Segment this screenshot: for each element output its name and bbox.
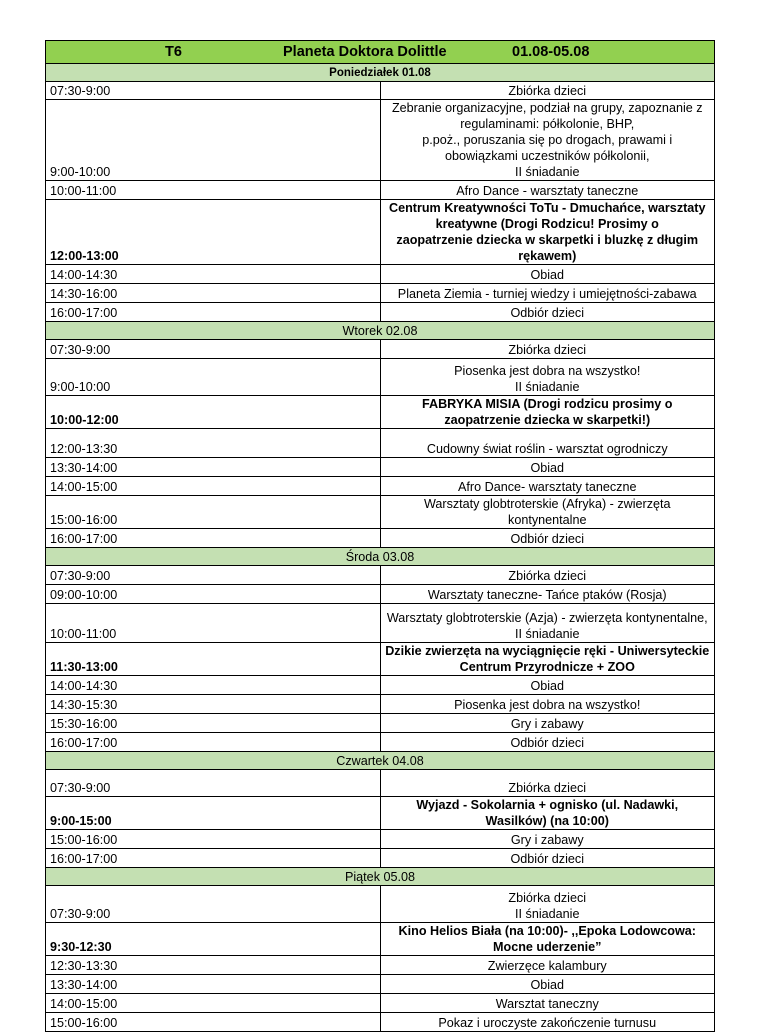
activity-cell: [380, 923, 715, 956]
schedule-row: [46, 714, 715, 733]
time-cell: 9:00-15:00: [46, 797, 381, 830]
time-cell: 15:00-16:00: [46, 1013, 381, 1032]
activity-line: II śniadanie: [515, 627, 580, 641]
day-label: Piątek 05.08: [46, 868, 715, 886]
day-label: Środa 03.08: [46, 548, 715, 566]
activity-cell: [380, 359, 715, 396]
activity-line: Zbiórka dzieci: [508, 343, 587, 357]
schedule-row: [46, 585, 715, 604]
activity-line: Warsztaty globtroterskie (Azja) - zwierzęta kontynentalne,: [386, 611, 708, 625]
time-cell: 07:30-9:00: [46, 82, 381, 100]
schedule-row: [46, 975, 715, 994]
activity-line: Obiad: [530, 679, 565, 693]
day-label: Wtorek 02.08: [46, 322, 715, 340]
time-cell: 16:00-17:00: [46, 733, 381, 752]
activity-cell: [380, 100, 715, 181]
activity-cell: [380, 695, 715, 714]
activity-cell: [380, 797, 715, 830]
activity-line: Zbiórka dzieci: [508, 84, 587, 98]
activity-line: Planeta Ziemia - turniej wiedzy i umiejętności-zabawa: [397, 287, 697, 301]
activity-line: Wyjazd - Sokolarnia + ognisko (ul. Nadawki, Wasilków) (na 10:00): [416, 798, 679, 828]
schedule-row: [46, 886, 715, 923]
schedule-body: [46, 41, 715, 1032]
activity-line: II śniadanie: [515, 907, 580, 921]
time-cell: 9:30-12:30: [46, 923, 381, 956]
activity-cell: [380, 676, 715, 695]
day-header-row: [46, 322, 715, 340]
time-cell: 14:00-14:30: [46, 676, 381, 695]
time-cell: 07:30-9:00: [46, 886, 381, 923]
time-cell: 10:00-12:00: [46, 396, 381, 429]
time-cell: 13:30-14:00: [46, 975, 381, 994]
time-cell: 16:00-17:00: [46, 849, 381, 868]
time-cell: 10:00-11:00: [46, 181, 381, 200]
activity-line: Zbiórka dzieci: [508, 781, 587, 795]
schedule-row: [46, 303, 715, 322]
time-cell: 13:30-14:00: [46, 458, 381, 477]
activity-line: Zbiórka dzieci: [508, 891, 587, 905]
time-cell: 9:00-10:00: [46, 359, 381, 396]
activity-cell: [380, 496, 715, 529]
time-cell: 07:30-9:00: [46, 340, 381, 359]
activity-line: Zbiórka dzieci: [508, 569, 587, 583]
schedule-row: [46, 100, 715, 181]
day-header-row: [46, 752, 715, 770]
title-wrap: [46, 41, 714, 63]
activity-line: Dzikie zwierzęta na wyciągnięcie ręki - Uniwersyteckie Centrum Przyrodnicze + ZOO: [385, 644, 710, 674]
activity-line: zaopatrzenie dziecka w skarpetki i bluzkę z długim rękawem): [396, 233, 699, 263]
activity-cell: [380, 886, 715, 923]
activity-line: Odbiór dzieci: [510, 306, 584, 320]
activity-cell: [380, 396, 715, 429]
title-dates: 01.08-05.08: [512, 44, 590, 60]
time-cell: 14:30-15:30: [46, 695, 381, 714]
schedule-table: [45, 40, 715, 1032]
day-header-row: [46, 868, 715, 886]
time-cell: 12:00-13:30: [46, 429, 381, 458]
activity-line: Centrum Kreatywności ToTu - Dmuchańce, warsztaty kreatywne (Drogi Rodzicu! Prosimy o: [388, 201, 706, 231]
activity-cell: [380, 265, 715, 284]
time-cell: 09:00-10:00: [46, 585, 381, 604]
schedule-row: [46, 181, 715, 200]
schedule-row: [46, 604, 715, 643]
activity-cell: [380, 975, 715, 994]
schedule-row: [46, 265, 715, 284]
activity-cell: [380, 585, 715, 604]
activity-cell: [380, 529, 715, 548]
time-cell: 15:00-16:00: [46, 496, 381, 529]
title-code: T6: [165, 44, 182, 60]
activity-line: Afro Dance - warsztaty taneczne: [456, 184, 639, 198]
schedule-row: [46, 458, 715, 477]
activity-line: Warsztaty globtroterskie (Afryka) - zwierzęta kontynentalne: [423, 497, 671, 527]
time-cell: 07:30-9:00: [46, 566, 381, 585]
day-header-row: [46, 64, 715, 82]
activity-cell: [380, 340, 715, 359]
schedule-row: [46, 923, 715, 956]
activity-line: Obiad: [530, 978, 565, 992]
activity-cell: [380, 956, 715, 975]
activity-line: Obiad: [530, 461, 565, 475]
schedule-row: [46, 994, 715, 1013]
title-name: Planeta Doktora Dolittle: [283, 44, 447, 60]
activity-cell: [380, 849, 715, 868]
schedule-row: [46, 359, 715, 396]
time-cell: 14:30-16:00: [46, 284, 381, 303]
day-label: Czwartek 04.08: [46, 752, 715, 770]
activity-line: Zwierzęce kalambury: [487, 959, 607, 973]
schedule-row: [46, 956, 715, 975]
time-cell: 07:30-9:00: [46, 770, 381, 797]
time-cell: 14:00-15:00: [46, 994, 381, 1013]
time-cell: 12:00-13:00: [46, 200, 381, 265]
time-cell: 14:00-14:30: [46, 265, 381, 284]
schedule-row: [46, 797, 715, 830]
activity-line: Gry i zabawy: [510, 833, 584, 847]
activity-cell: [380, 830, 715, 849]
day-header-row: [46, 548, 715, 566]
activity-line: Odbiór dzieci: [510, 532, 584, 546]
activity-cell: [380, 994, 715, 1013]
time-cell: 15:30-16:00: [46, 714, 381, 733]
activity-line: Odbiór dzieci: [510, 736, 584, 750]
activity-line: Kino Helios Biała (na 10:00)- ,,Epoka Lodowcowa: Mocne uderzenie”: [398, 924, 696, 954]
activity-line: Afro Dance- warsztaty taneczne: [458, 480, 637, 494]
activity-line: Piosenka jest dobra na wszystko!: [454, 698, 641, 712]
activity-cell: [380, 181, 715, 200]
activity-cell: [380, 770, 715, 797]
schedule-row: [46, 340, 715, 359]
activity-cell: [380, 458, 715, 477]
schedule-row: [46, 477, 715, 496]
activity-cell: [380, 82, 715, 100]
activity-cell: [380, 429, 715, 458]
schedule-row: [46, 396, 715, 429]
schedule-row: [46, 830, 715, 849]
activity-cell: [380, 1013, 715, 1032]
activity-cell: [380, 714, 715, 733]
time-cell: 14:00-15:00: [46, 477, 381, 496]
time-cell: 15:00-16:00: [46, 830, 381, 849]
activity-line: Warsztaty taneczne- Tańce ptaków (Rosja): [427, 588, 667, 602]
activity-cell: [380, 643, 715, 676]
time-cell: 16:00-17:00: [46, 529, 381, 548]
schedule-row: [46, 1013, 715, 1032]
schedule-row: [46, 770, 715, 797]
activity-cell: [380, 200, 715, 265]
activity-line: II śniadanie: [515, 380, 580, 394]
schedule-row: [46, 676, 715, 695]
title-cell: [46, 41, 715, 64]
day-label: Poniedziałek 01.08: [46, 64, 715, 82]
activity-line: II śniadanie: [515, 165, 580, 179]
schedule-row: [46, 643, 715, 676]
activity-line: p.poż., poruszania się po drogach, prawami i obowiązkami uczestników półkolonii,: [422, 133, 673, 163]
activity-line: Warsztat taneczny: [495, 997, 599, 1011]
activity-cell: [380, 733, 715, 752]
activity-line: FABRYKA MISIA (Drogi rodzicu prosimy o zaopatrzenie dziecka w skarpetki!): [422, 397, 673, 427]
activity-line: Piosenka jest dobra na wszystko!: [454, 364, 641, 378]
schedule-row: [46, 529, 715, 548]
schedule-row: [46, 82, 715, 100]
time-cell: 11:30-13:00: [46, 643, 381, 676]
activity-cell: [380, 477, 715, 496]
activity-line: Odbiór dzieci: [510, 852, 584, 866]
schedule-row: [46, 566, 715, 585]
activity-line: Gry i zabawy: [510, 717, 584, 731]
activity-line: Pokaz i uroczyste zakończenie turnusu: [438, 1016, 657, 1030]
activity-line: Obiad: [530, 268, 565, 282]
title-row: [46, 41, 715, 64]
activity-cell: [380, 284, 715, 303]
schedule-row: [46, 695, 715, 714]
time-cell: 12:30-13:30: [46, 956, 381, 975]
schedule-row: [46, 284, 715, 303]
activity-cell: [380, 566, 715, 585]
activity-line: Cudowny świat roślin - warsztat ogrodniczy: [426, 442, 668, 456]
time-cell: 16:00-17:00: [46, 303, 381, 322]
schedule-row: [46, 429, 715, 458]
time-cell: 9:00-10:00: [46, 100, 381, 181]
time-cell: 10:00-11:00: [46, 604, 381, 643]
activity-cell: [380, 303, 715, 322]
schedule-row: [46, 200, 715, 265]
schedule-row: [46, 849, 715, 868]
schedule-row: [46, 733, 715, 752]
schedule-row: [46, 496, 715, 529]
activity-cell: [380, 604, 715, 643]
activity-line: Zebranie organizacyjne, podział na grupy, zapoznanie z regulaminami: półkolonie, BHP,: [391, 101, 703, 131]
